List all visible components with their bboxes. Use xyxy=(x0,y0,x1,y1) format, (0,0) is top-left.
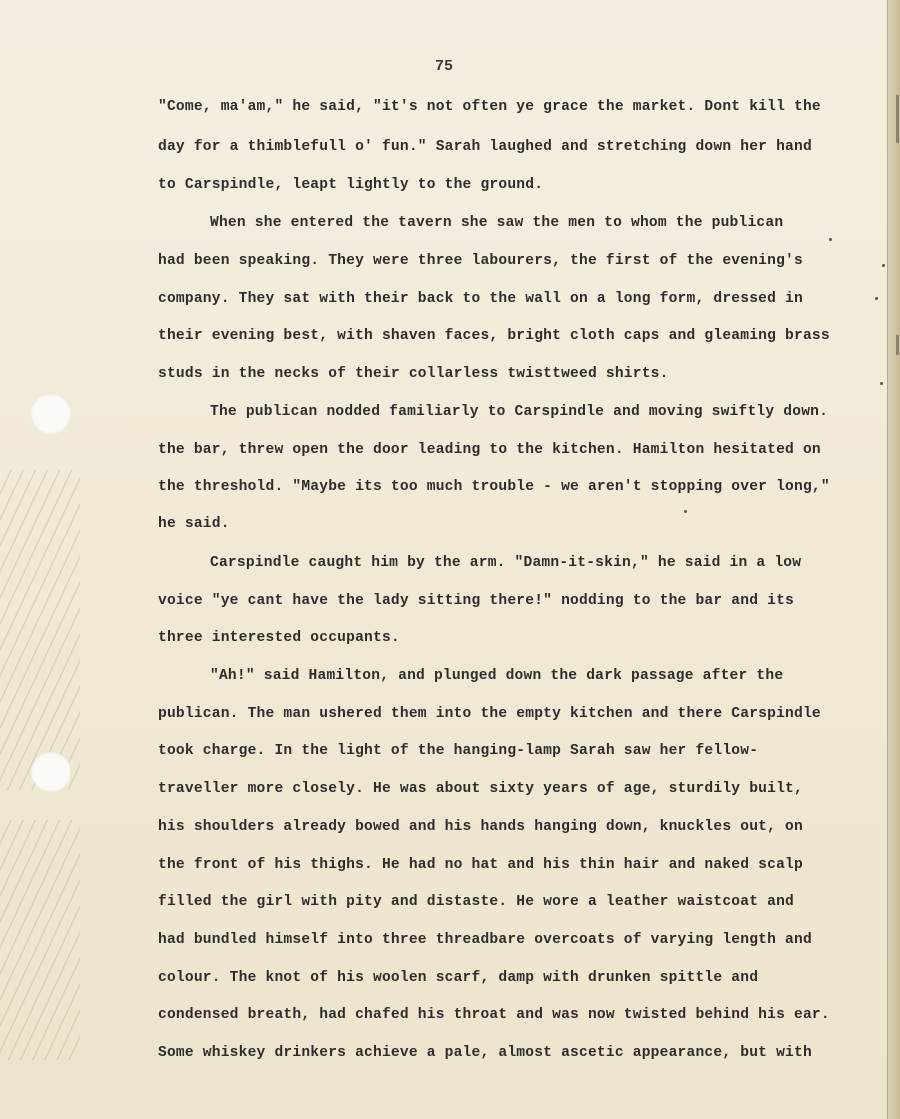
text-line: publican. The man ushered them into the empty kitchen and there Carspindle xyxy=(158,706,821,722)
text-line: traveller more closely. He was about sixty years of age, sturdily built, xyxy=(158,781,803,797)
margin-scuff xyxy=(0,820,80,1060)
text-line: company. They sat with their back to the wall on a long form, dressed in xyxy=(158,291,803,307)
text-line: "Ah!" said Hamilton, and plunged down the dark passage after the xyxy=(210,668,784,684)
page-number: 75 xyxy=(434,58,453,75)
text-line: condensed breath, had chafed his throat and was now twisted behind his ear. xyxy=(158,1007,830,1023)
text-line: the threshold. "Maybe its too much trouble - we aren't stopping over long," xyxy=(158,479,830,495)
text-line: day for a thimblefull o' fun." Sarah laughed and stretching down her hand xyxy=(158,139,812,155)
text-line: he said. xyxy=(158,516,230,532)
ink-dot xyxy=(882,264,885,267)
text-line: filled the girl with pity and distaste. He wore a leather waistcoat and xyxy=(158,894,794,910)
margin-scuff xyxy=(0,470,80,790)
text-line: his shoulders already bowed and his hands hanging down, knuckles out, on xyxy=(158,819,803,835)
text-line: Carspindle caught him by the arm. "Damn-it-skin," he said in a low xyxy=(210,555,802,571)
text-line: had been speaking. They were three labourers, the first of the evening's xyxy=(158,253,803,269)
text-line: took charge. In the light of the hanging-lamp Sarah saw her fellow- xyxy=(158,743,759,759)
text-line: studs in the necks of their collarless twisttweed shirts. xyxy=(158,366,669,382)
ink-dot xyxy=(829,238,832,241)
text-line: to Carspindle, leapt lightly to the ground. xyxy=(158,177,544,193)
text-line: three interested occupants. xyxy=(158,630,400,646)
ink-dot xyxy=(684,510,687,513)
page-edge xyxy=(887,0,900,1119)
ink-dot xyxy=(875,297,878,300)
text-line: the front of his thighs. He had no hat and his thin hair and naked scalp xyxy=(158,857,803,873)
punch-hole xyxy=(31,752,71,792)
ink-dot xyxy=(880,382,883,385)
text-line: had bundled himself into three threadbare overcoats of varying length and xyxy=(158,932,812,948)
punch-hole xyxy=(31,394,71,434)
text-line: "Come, ma'am," he said, "it's not often ye grace the market. Dont kill the xyxy=(158,99,821,115)
text-line: When she entered the tavern she saw the men to whom the publican xyxy=(210,215,784,231)
text-line: colour. The knot of his woolen scarf, damp with drunken spittle and xyxy=(158,970,759,986)
text-line: their evening best, with shaven faces, bright cloth caps and gleaming brass xyxy=(158,328,830,344)
text-line: the bar, threw open the door leading to the kitchen. Hamilton hesitated on xyxy=(158,442,821,458)
margin-mark xyxy=(896,335,899,355)
margin-mark xyxy=(896,95,899,143)
text-line: Some whiskey drinkers achieve a pale, almost ascetic appearance, but with xyxy=(158,1045,812,1061)
text-line: The publican nodded familiarly to Carspindle and moving swiftly down. xyxy=(210,404,829,420)
text-line: voice "ye cant have the lady sitting there!" nodding to the bar and its xyxy=(158,593,794,609)
